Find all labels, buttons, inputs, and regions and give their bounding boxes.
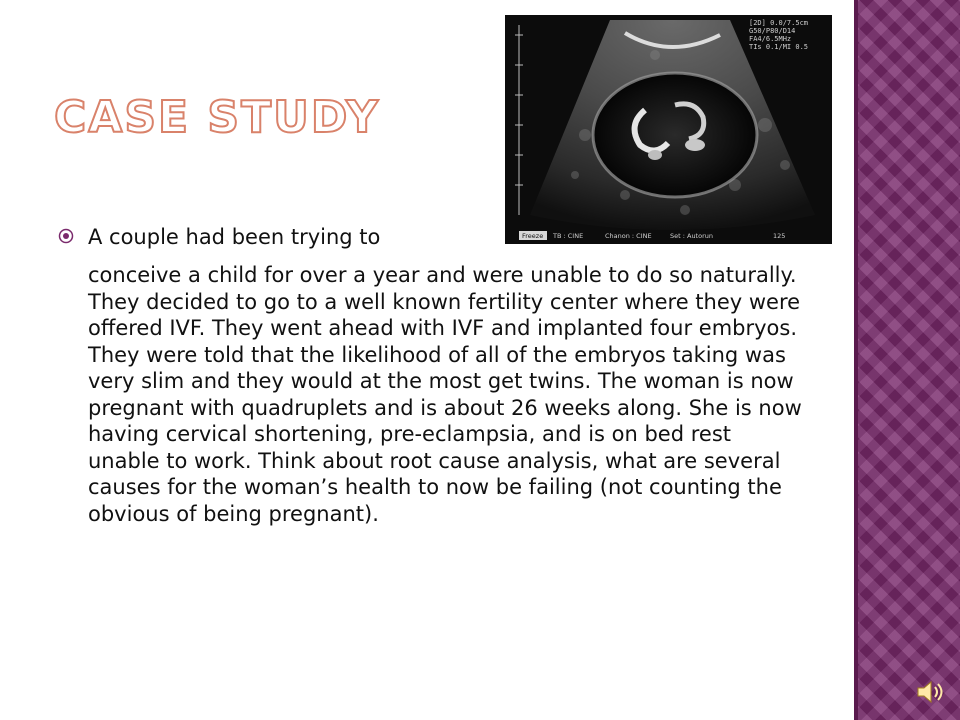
ultrasound-info-line: TIs 0.1/MI 0.5 xyxy=(749,43,809,51)
frame-number: 125 xyxy=(773,232,786,240)
ultrasound-image xyxy=(505,15,832,244)
ultrasound-info-line: G50/P80/D14 xyxy=(749,27,796,35)
bullet-item xyxy=(58,224,478,252)
target-bullet-icon xyxy=(58,226,76,252)
case-paragraph: conceive a child for over a year and were unable to do so naturally. They decided to go to a well known fertility center where they were offered IVF. They went ahead with IVF and implanted four embryos. They were told that the likelihood of all of the embryos taking was very slim and they would at the most get twins. The woman is now pregnant with quadruplets and is about 26 weeks along. She is now having cervical shortening, pre-eclampsia, and is on bed rest unable to work. Think about root cause analysis, what are several causes for the woman’s health to now be failing (not counting the obvious of being pregnant). xyxy=(88,263,802,526)
set-label: Set : Autorun xyxy=(670,232,713,240)
chanon-label: Chanon : CINE xyxy=(605,232,652,240)
ultrasound-info-line: [2D] 0.0/7.5cm xyxy=(749,19,809,27)
bullet-text: A couple had been trying to xyxy=(88,225,381,249)
decorative-side-band xyxy=(858,0,960,720)
slide-title: CASE STUDY xyxy=(54,92,381,143)
freeze-label: Freeze xyxy=(522,232,544,240)
ultrasound-info-line: FA4/6.5MHz xyxy=(749,35,792,43)
speaker-icon[interactable] xyxy=(914,676,946,708)
tb-label: TB : CINE xyxy=(553,232,584,240)
